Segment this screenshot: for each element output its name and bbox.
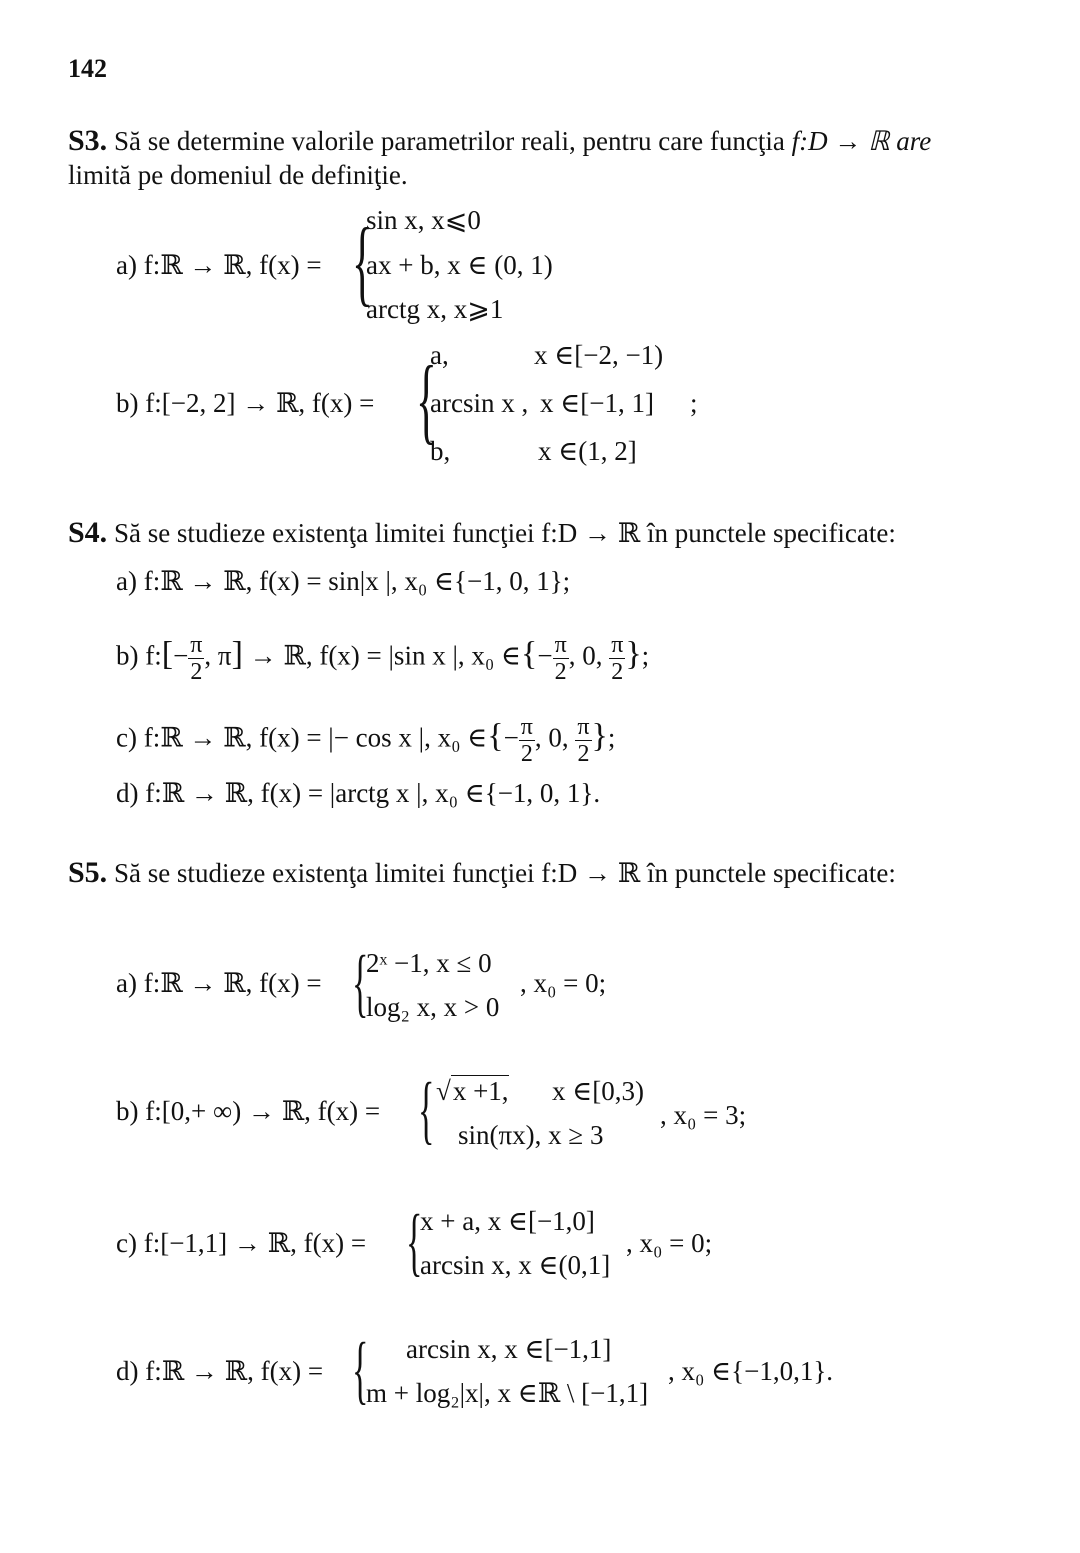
s4-b-open-set: { bbox=[521, 635, 538, 673]
s4-b-frac-1 bbox=[553, 632, 569, 685]
s5-text: Să se studieze existenţa limitei funcţiei f:D → ℝ în punctele specificate: bbox=[113, 858, 896, 888]
s4-label: S4. bbox=[68, 516, 108, 549]
s5-c-case-1: x + a, x ∈[−1,0] bbox=[420, 1206, 595, 1236]
s4-b bbox=[116, 632, 649, 685]
page-number: 142 bbox=[68, 54, 107, 83]
fraction-numerator: π bbox=[554, 632, 567, 658]
s3-a-brace: { bbox=[352, 208, 373, 315]
s5-a-suffix: , x₀ = 0; bbox=[520, 968, 607, 998]
s4-b-close-bracket: ] bbox=[231, 635, 243, 673]
s5-c-prefix: c) f:[−1,1] → ℝ, f(x) = bbox=[116, 1228, 367, 1258]
s5-b-suffix: , x₀ = 3; bbox=[660, 1100, 747, 1130]
s3-a-prefix: a) f:ℝ → ℝ, f(x) = bbox=[116, 250, 322, 280]
s4-c-prefix: c) f:ℝ → ℝ, f(x) = |− cos x |, x₀ ∈ bbox=[116, 722, 488, 753]
s5-d-case-2: m + log₂|x|, x ∈ℝ \ [−1,1] bbox=[366, 1378, 649, 1408]
s5-label: S5. bbox=[68, 856, 108, 889]
s4-c-open-set: { bbox=[487, 717, 504, 755]
s4-b-domain-mid: , π bbox=[204, 640, 232, 671]
s5-d-brace: { bbox=[352, 1328, 369, 1412]
s5-b-case-2: sin(πx), x ≥ 3 bbox=[458, 1120, 604, 1150]
s3-b-prefix: b) f:[−2, 2] → ℝ, f(x) = bbox=[116, 388, 375, 418]
s5-c-brace: { bbox=[406, 1200, 423, 1284]
s3-b-case-3-domain: x ∈(1, 2] bbox=[538, 436, 637, 466]
fraction-denominator: 2 bbox=[520, 741, 533, 767]
s3-b-case-1-value: a, bbox=[430, 340, 449, 370]
s3-b-case-2-domain: x ∈[−1, 1] bbox=[540, 388, 654, 418]
s5-a-brace: { bbox=[352, 941, 369, 1025]
s4-statement bbox=[68, 516, 896, 550]
s5-a-case-2: log₂ x, x > 0 bbox=[366, 992, 500, 1022]
s4-b-frac-2 bbox=[609, 632, 625, 685]
s3-text-line1: Să se determine valorile parametrilor reali, pentru care funcţia bbox=[113, 126, 785, 156]
s4-c bbox=[116, 714, 615, 767]
s4-b-frac-domain bbox=[188, 632, 204, 685]
s3-a-case-3: arctg x, x⩾1 bbox=[366, 294, 504, 324]
s4-c-frac-2 bbox=[575, 714, 591, 767]
s5-statement bbox=[68, 856, 896, 890]
s4-c-close-set: } bbox=[591, 717, 608, 755]
fraction-denominator: 2 bbox=[190, 659, 203, 685]
s5-b-prefix: b) f:[0,+ ∞) → ℝ, f(x) = bbox=[116, 1096, 381, 1126]
s3-a-case-1: sin x, x⩽0 bbox=[366, 205, 481, 235]
s5-c-suffix: , x₀ = 0; bbox=[626, 1228, 713, 1258]
s5-d-case-1: arcsin x, x ∈[−1,1] bbox=[406, 1334, 612, 1364]
s3-statement bbox=[68, 124, 931, 158]
fraction-denominator: 2 bbox=[554, 659, 567, 685]
s5-b-case-1-domain: x ∈[0,3) bbox=[552, 1076, 644, 1106]
s4-b-prefix: b) f: bbox=[116, 640, 162, 671]
s4-a: a) f:ℝ → ℝ, f(x) = sin|x |, x₀ ∈{−1, 0, 1}; bbox=[116, 566, 571, 596]
fraction-denominator: 2 bbox=[577, 741, 590, 767]
s4-c-frac-1 bbox=[519, 714, 535, 767]
s4-b-rest: → ℝ, f(x) = |sin x |, x₀ ∈ bbox=[249, 640, 521, 671]
s4-text: Să se studieze existenţa limitei funcţiei f:D → ℝ în punctele specificate: bbox=[113, 518, 896, 548]
fraction-numerator: π bbox=[611, 632, 624, 658]
s3-b-case-3-value: b, bbox=[430, 436, 451, 466]
s5-a-prefix: a) f:ℝ → ℝ, f(x) = bbox=[116, 968, 322, 998]
s5-d-prefix: d) f:ℝ → ℝ, f(x) = bbox=[116, 1356, 324, 1386]
s4-b-minus-2: − bbox=[537, 640, 553, 671]
s3-label: S3. bbox=[68, 124, 108, 157]
s4-b-minus: − bbox=[173, 640, 189, 671]
s4-b-end: ; bbox=[641, 640, 650, 671]
s5-b-case-1-sqrt: x +1, bbox=[452, 1076, 509, 1106]
s3-a-case-2: ax + b, x ∈ (0, 1) bbox=[366, 250, 553, 280]
s3-b-case-1-domain: x ∈[−2, −1) bbox=[534, 340, 664, 370]
fraction-numerator: π bbox=[577, 714, 590, 740]
fraction-denominator: 2 bbox=[611, 659, 624, 685]
s3-b-suffix: ; bbox=[690, 388, 698, 418]
s4-b-close-set: } bbox=[625, 635, 642, 673]
fraction-numerator: π bbox=[520, 714, 533, 740]
s3-text-line2: limită pe domeniul de definiţie. bbox=[68, 160, 408, 190]
s3-b-brace: { bbox=[416, 346, 437, 453]
s4-d: d) f:ℝ → ℝ, f(x) = |arctg x |, x₀ ∈{−1, 0, 1}. bbox=[116, 778, 601, 808]
s3-text-fd: f:D → ℝ are bbox=[791, 126, 932, 156]
s4-c-end: ; bbox=[607, 722, 616, 753]
s5-b-case-1: √x +1, bbox=[436, 1076, 509, 1106]
s5-c-case-2: arcsin x, x ∈(0,1] bbox=[420, 1250, 611, 1280]
s4-c-mid: , 0, bbox=[534, 722, 569, 753]
s5-b-brace: { bbox=[418, 1068, 435, 1152]
fraction-numerator: π bbox=[190, 632, 203, 658]
s3-b-case-2-value: arcsin x , bbox=[430, 388, 529, 418]
s4-b-mid: , 0, bbox=[568, 640, 603, 671]
s4-b-open-bracket: [ bbox=[161, 635, 174, 673]
s5-d-suffix: , x₀ ∈{−1,0,1}. bbox=[668, 1356, 834, 1386]
s5-a-case-1: 2ˣ −1, x ≤ 0 bbox=[366, 948, 492, 978]
s4-c-minus: − bbox=[503, 722, 519, 753]
